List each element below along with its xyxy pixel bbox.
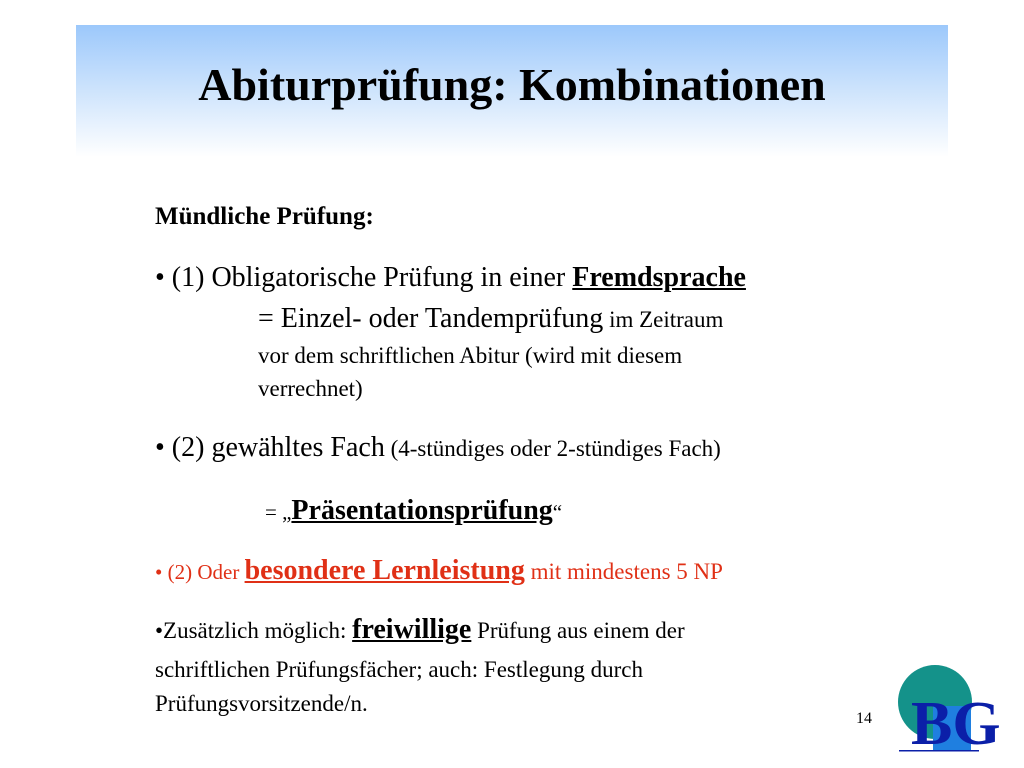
item3-keyword: besondere Lernleistung bbox=[244, 555, 525, 586]
item4-line1 bbox=[155, 616, 685, 644]
item2-line2 bbox=[265, 497, 562, 525]
item1-keyword: Fremdsprache bbox=[572, 262, 746, 293]
item4-prefix: •Zusätzlich möglich: bbox=[155, 618, 353, 643]
item4-keyword: freiwillige bbox=[352, 614, 472, 645]
slide-title: Abiturprüfung: Kombinationen bbox=[198, 59, 826, 110]
item2-note: (4-stündiges oder 2-stündiges Fach) bbox=[384, 436, 721, 461]
item1-line4: verrechnet) bbox=[258, 376, 363, 401]
item4-suffix: Prüfung aus einem der bbox=[471, 618, 685, 643]
item1-line2 bbox=[258, 305, 723, 333]
item1-line2-tail: im Zeitraum bbox=[603, 307, 724, 332]
item4-line3: Prüfungsvorsitzende/n. bbox=[155, 691, 368, 716]
logo-letters: BG bbox=[911, 690, 1001, 758]
item4-line2: schriftlichen Prüfungsfächer; auch: Festlegung durch bbox=[155, 657, 643, 682]
bg-logo-icon bbox=[895, 660, 1001, 758]
item3-suffix: mit mindestens 5 NP bbox=[524, 559, 723, 584]
item1-line2-main: = Einzel- oder Tandemprüfung bbox=[258, 303, 604, 334]
item3-prefix: • (2) Oder bbox=[155, 560, 245, 584]
item2-line1 bbox=[155, 434, 721, 462]
item2-eq-suffix: “ bbox=[552, 500, 563, 524]
page-number: 14 bbox=[856, 710, 872, 727]
item1-prefix: • (1) Obligatorische Prüfung in einer bbox=[155, 262, 573, 293]
school-logo bbox=[895, 660, 1001, 758]
section-heading: Mündliche Prüfung: bbox=[155, 203, 374, 230]
item3-line bbox=[155, 557, 723, 585]
item1-line3: vor dem schriftlichen Abitur (wird mit diesem bbox=[258, 343, 683, 368]
item2-eq-prefix: = „ bbox=[265, 500, 292, 524]
item2-main: • (2) gewähltes Fach bbox=[155, 432, 385, 463]
item1-line1 bbox=[155, 264, 746, 292]
item2-keyword: Präsentationsprüfung bbox=[291, 495, 553, 526]
